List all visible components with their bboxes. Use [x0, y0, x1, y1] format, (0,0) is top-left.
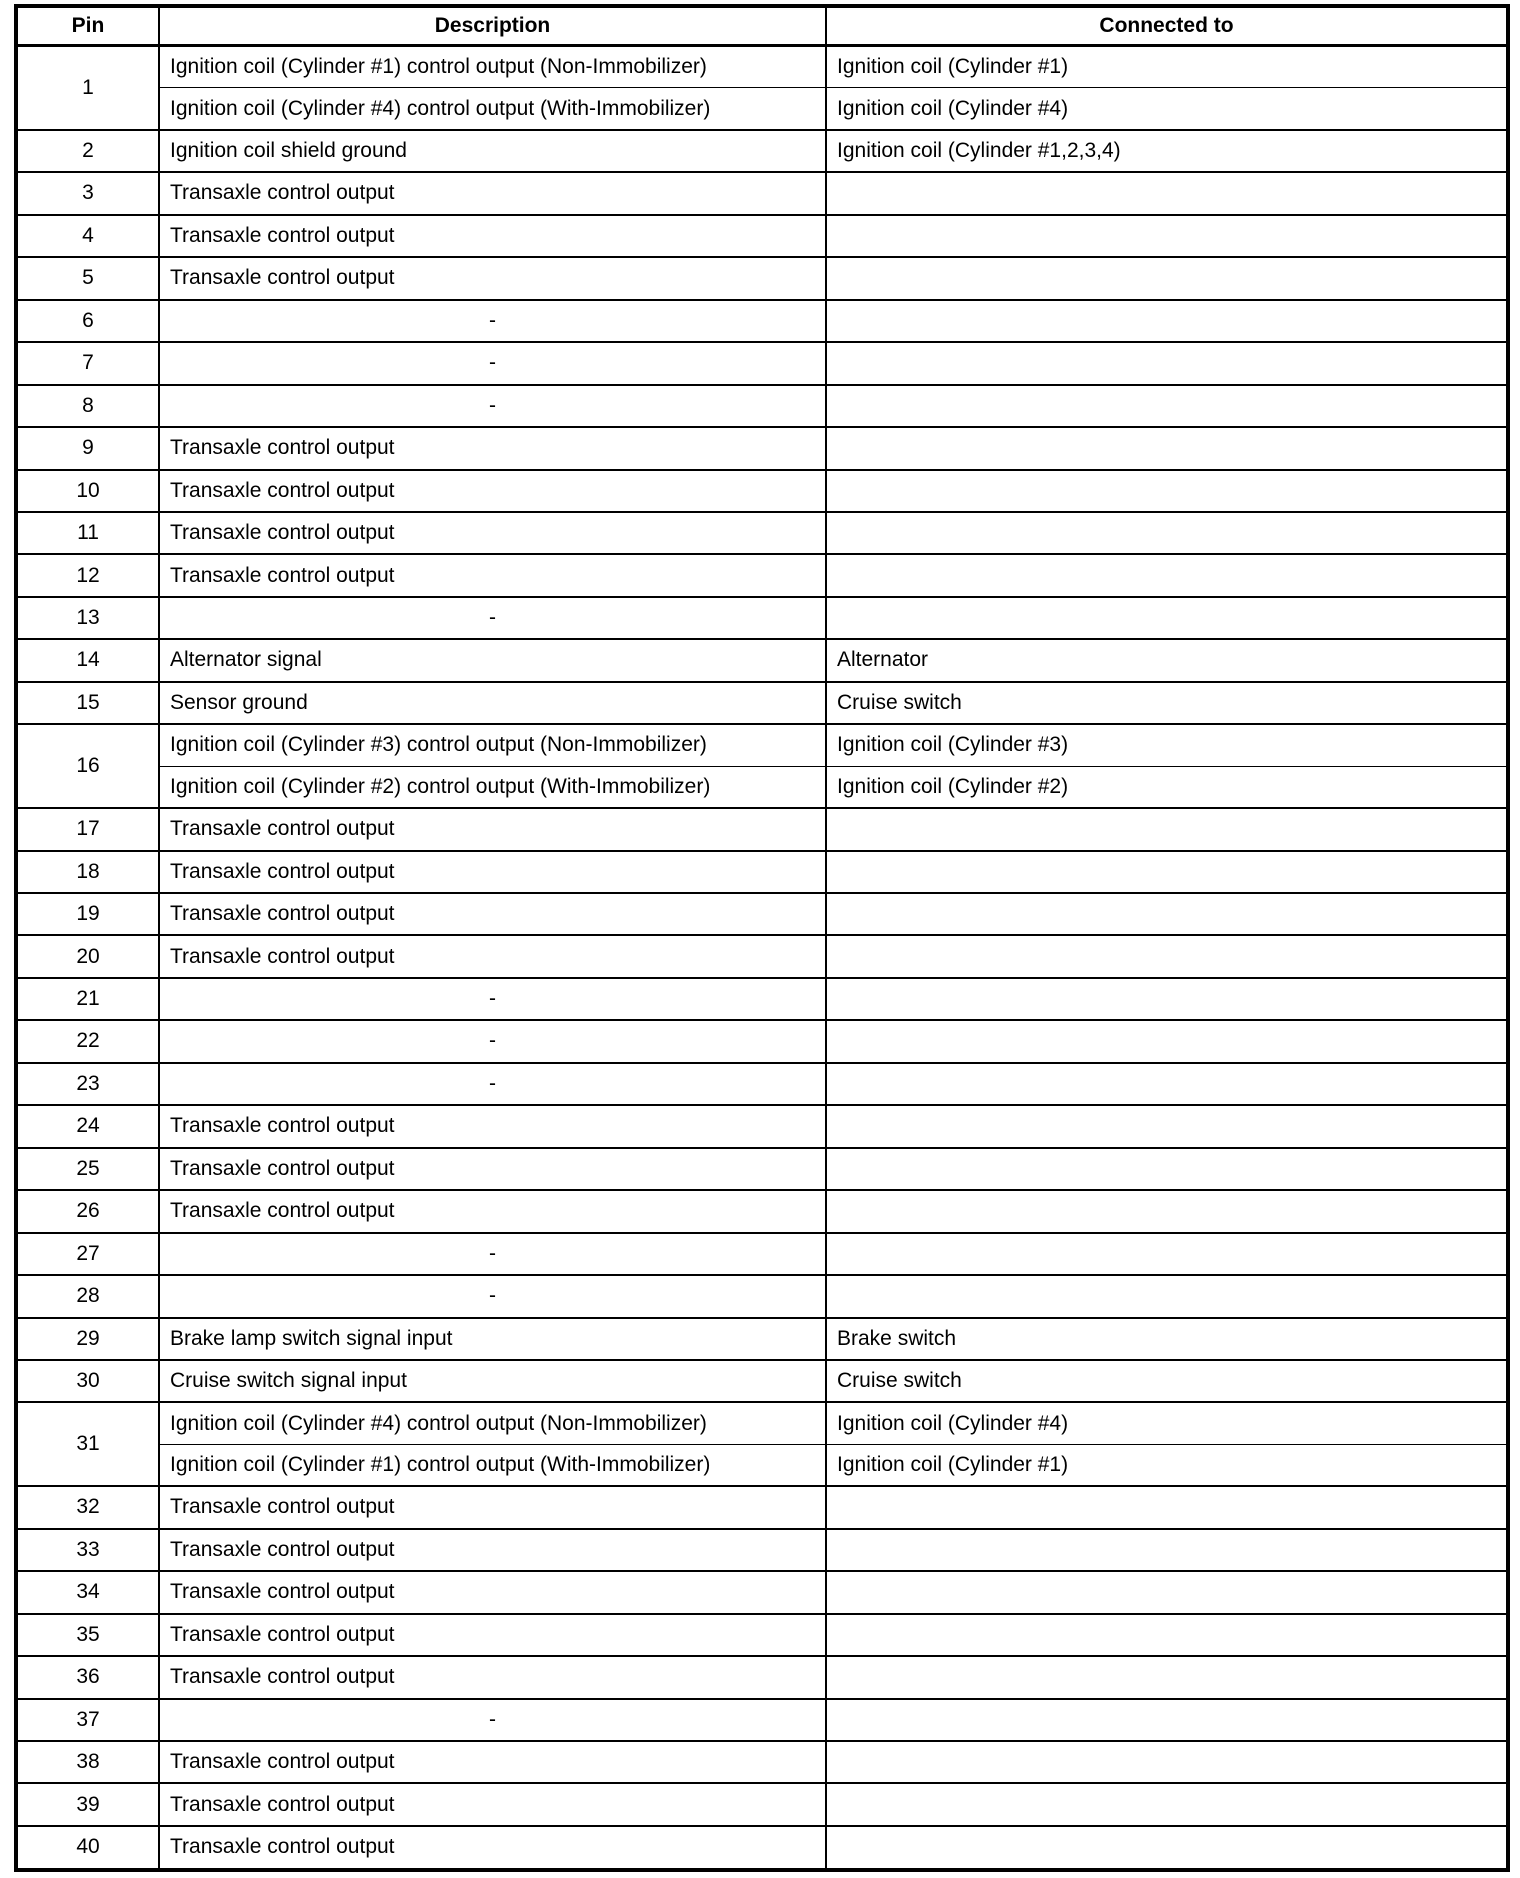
pin-number-cell: 2	[16, 130, 159, 172]
pin-number-cell: 13	[16, 597, 159, 639]
connected-to-cell	[826, 1571, 1508, 1613]
connected-to-cell	[826, 1486, 1508, 1528]
pin-number-cell: 9	[16, 427, 159, 469]
description-cell: Transaxle control output	[159, 1614, 826, 1656]
description-cell: Ignition coil (Cylinder #1) control output (With-Immobilizer)	[159, 1444, 826, 1486]
table-row	[16, 724, 1508, 766]
connected-to-cell	[826, 342, 1508, 384]
table-row	[16, 682, 1508, 724]
connected-to-cell	[826, 1741, 1508, 1783]
pin-number-cell: 4	[16, 215, 159, 257]
connected-to-cell	[826, 470, 1508, 512]
connected-to-cell	[826, 1614, 1508, 1656]
connected-to-cell: Cruise switch	[826, 682, 1508, 724]
connected-to-cell	[826, 893, 1508, 935]
table-row	[16, 1444, 1508, 1486]
pin-number-cell: 39	[16, 1783, 159, 1825]
pin-number-cell: 35	[16, 1614, 159, 1656]
table-row	[16, 1741, 1508, 1783]
connected-to-column-header: Connected to	[826, 6, 1508, 46]
pin-number-cell: 33	[16, 1529, 159, 1571]
table-row	[16, 88, 1508, 130]
table-row	[16, 978, 1508, 1020]
description-cell: Transaxle control output	[159, 1105, 826, 1147]
connected-to-cell	[826, 554, 1508, 596]
connected-to-cell	[826, 808, 1508, 850]
connected-to-cell	[826, 1063, 1508, 1105]
table-row	[16, 1571, 1508, 1613]
description-cell: -	[159, 342, 826, 384]
connected-to-cell: Ignition coil (Cylinder #1,2,3,4)	[826, 130, 1508, 172]
pin-number-cell: 19	[16, 893, 159, 935]
pin-number-cell: 11	[16, 512, 159, 554]
description-cell: Ignition coil shield ground	[159, 130, 826, 172]
table-row	[16, 215, 1508, 257]
pin-number-cell: 15	[16, 682, 159, 724]
description-cell: Transaxle control output	[159, 808, 826, 850]
pin-number-cell: 34	[16, 1571, 159, 1613]
pin-number-cell: 5	[16, 257, 159, 299]
table-row	[16, 893, 1508, 935]
connected-to-cell	[826, 1190, 1508, 1232]
table-row	[16, 130, 1508, 172]
connected-to-cell	[826, 1826, 1508, 1870]
table-row	[16, 385, 1508, 427]
pin-number-cell: 21	[16, 978, 159, 1020]
description-cell: Transaxle control output	[159, 1826, 826, 1870]
pin-number-cell: 7	[16, 342, 159, 384]
pin-number-cell: 16	[16, 724, 159, 808]
pin-number-cell: 8	[16, 385, 159, 427]
table-row	[16, 1360, 1508, 1402]
connected-to-cell	[826, 427, 1508, 469]
connected-to-cell	[826, 1656, 1508, 1698]
description-cell: Transaxle control output	[159, 1529, 826, 1571]
connected-to-cell	[826, 512, 1508, 554]
pin-number-cell: 23	[16, 1063, 159, 1105]
description-cell: Transaxle control output	[159, 1190, 826, 1232]
description-cell: Ignition coil (Cylinder #4) control output (With-Immobilizer)	[159, 88, 826, 130]
table-row	[16, 1233, 1508, 1275]
description-cell: Transaxle control output	[159, 1571, 826, 1613]
table-row	[16, 1486, 1508, 1528]
connected-to-cell	[826, 172, 1508, 214]
connected-to-cell: Ignition coil (Cylinder #3)	[826, 724, 1508, 766]
table-row	[16, 300, 1508, 342]
pin-number-cell: 17	[16, 808, 159, 850]
connected-to-cell	[826, 1233, 1508, 1275]
pin-number-cell: 36	[16, 1656, 159, 1698]
connected-to-cell: Brake switch	[826, 1318, 1508, 1360]
description-cell: Transaxle control output	[159, 1486, 826, 1528]
pin-column-header: Pin	[16, 6, 159, 46]
pin-number-cell: 25	[16, 1148, 159, 1190]
table-row	[16, 427, 1508, 469]
connected-to-cell	[826, 1148, 1508, 1190]
table-row	[16, 342, 1508, 384]
connected-to-cell	[826, 1699, 1508, 1741]
description-cell: Transaxle control output	[159, 1656, 826, 1698]
connected-to-cell	[826, 851, 1508, 893]
description-cell: Ignition coil (Cylinder #1) control output (Non-Immobilizer)	[159, 46, 826, 88]
pin-number-cell: 3	[16, 172, 159, 214]
connected-to-cell	[826, 215, 1508, 257]
table-row	[16, 1402, 1508, 1444]
pin-number-cell: 12	[16, 554, 159, 596]
description-cell: Transaxle control output	[159, 427, 826, 469]
pin-number-cell: 28	[16, 1275, 159, 1317]
connected-to-cell: Cruise switch	[826, 1360, 1508, 1402]
pin-number-cell: 29	[16, 1318, 159, 1360]
description-cell: Cruise switch signal input	[159, 1360, 826, 1402]
table-row	[16, 1656, 1508, 1698]
description-cell: Transaxle control output	[159, 172, 826, 214]
connected-to-cell	[826, 385, 1508, 427]
description-cell: Sensor ground	[159, 682, 826, 724]
pin-assignment-table	[14, 4, 1510, 1872]
connected-to-cell	[826, 1783, 1508, 1825]
connected-to-cell	[826, 1020, 1508, 1062]
description-cell: -	[159, 1063, 826, 1105]
table-row	[16, 1063, 1508, 1105]
pin-number-cell: 37	[16, 1699, 159, 1741]
table-body	[16, 46, 1508, 1871]
pin-number-cell: 1	[16, 46, 159, 130]
pin-number-cell: 26	[16, 1190, 159, 1232]
connected-to-cell: Ignition coil (Cylinder #4)	[826, 1402, 1508, 1444]
table-row	[16, 1699, 1508, 1741]
table-row	[16, 1020, 1508, 1062]
description-cell: -	[159, 1233, 826, 1275]
pin-number-cell: 20	[16, 935, 159, 977]
table-row	[16, 1529, 1508, 1571]
description-cell: Transaxle control output	[159, 935, 826, 977]
description-cell: -	[159, 978, 826, 1020]
table-row	[16, 639, 1508, 681]
description-cell: Ignition coil (Cylinder #3) control output (Non-Immobilizer)	[159, 724, 826, 766]
description-cell: Ignition coil (Cylinder #4) control output (Non-Immobilizer)	[159, 1402, 826, 1444]
description-cell: Brake lamp switch signal input	[159, 1318, 826, 1360]
description-cell: Transaxle control output	[159, 257, 826, 299]
connected-to-cell: Ignition coil (Cylinder #1)	[826, 46, 1508, 88]
connected-to-cell	[826, 1529, 1508, 1571]
description-cell: Ignition coil (Cylinder #2) control output (With-Immobilizer)	[159, 766, 826, 808]
pin-number-cell: 30	[16, 1360, 159, 1402]
pin-number-cell: 38	[16, 1741, 159, 1783]
connected-to-cell	[826, 935, 1508, 977]
description-cell: Transaxle control output	[159, 893, 826, 935]
connected-to-cell: Ignition coil (Cylinder #4)	[826, 88, 1508, 130]
table-row	[16, 1190, 1508, 1232]
pin-number-cell: 18	[16, 851, 159, 893]
table-row	[16, 851, 1508, 893]
description-column-header: Description	[159, 6, 826, 46]
connected-to-cell	[826, 300, 1508, 342]
pin-number-cell: 10	[16, 470, 159, 512]
table-row	[16, 46, 1508, 88]
connected-to-cell	[826, 1105, 1508, 1147]
connected-to-cell	[826, 978, 1508, 1020]
description-cell: Transaxle control output	[159, 512, 826, 554]
table-row	[16, 1614, 1508, 1656]
connected-to-cell: Alternator	[826, 639, 1508, 681]
description-cell: Transaxle control output	[159, 554, 826, 596]
table-row	[16, 808, 1508, 850]
table-row	[16, 512, 1508, 554]
table-header-row	[16, 6, 1508, 46]
connected-to-cell: Ignition coil (Cylinder #1)	[826, 1444, 1508, 1486]
description-cell: -	[159, 1275, 826, 1317]
description-cell: Transaxle control output	[159, 1148, 826, 1190]
pin-number-cell: 32	[16, 1486, 159, 1528]
pin-number-cell: 22	[16, 1020, 159, 1062]
pin-number-cell: 14	[16, 639, 159, 681]
table-row	[16, 597, 1508, 639]
connected-to-cell	[826, 1275, 1508, 1317]
description-cell: -	[159, 1020, 826, 1062]
description-cell: -	[159, 300, 826, 342]
table-row	[16, 1826, 1508, 1870]
description-cell: Transaxle control output	[159, 470, 826, 512]
table-row	[16, 766, 1508, 808]
description-cell: -	[159, 385, 826, 427]
table-row	[16, 1318, 1508, 1360]
table-row	[16, 257, 1508, 299]
pin-number-cell: 31	[16, 1402, 159, 1486]
description-cell: Transaxle control output	[159, 215, 826, 257]
pin-number-cell: 27	[16, 1233, 159, 1275]
pin-number-cell: 6	[16, 300, 159, 342]
description-cell: Transaxle control output	[159, 851, 826, 893]
table-row	[16, 1148, 1508, 1190]
table-row	[16, 554, 1508, 596]
description-cell: -	[159, 1699, 826, 1741]
connected-to-cell: Ignition coil (Cylinder #2)	[826, 766, 1508, 808]
description-cell: -	[159, 597, 826, 639]
connected-to-cell	[826, 257, 1508, 299]
description-cell: Alternator signal	[159, 639, 826, 681]
table-row	[16, 935, 1508, 977]
connected-to-cell	[826, 597, 1508, 639]
table-row	[16, 470, 1508, 512]
description-cell: Transaxle control output	[159, 1783, 826, 1825]
table-row	[16, 172, 1508, 214]
pin-number-cell: 40	[16, 1826, 159, 1870]
pin-number-cell: 24	[16, 1105, 159, 1147]
description-cell: Transaxle control output	[159, 1741, 826, 1783]
table-row	[16, 1105, 1508, 1147]
table-row	[16, 1783, 1508, 1825]
table-row	[16, 1275, 1508, 1317]
